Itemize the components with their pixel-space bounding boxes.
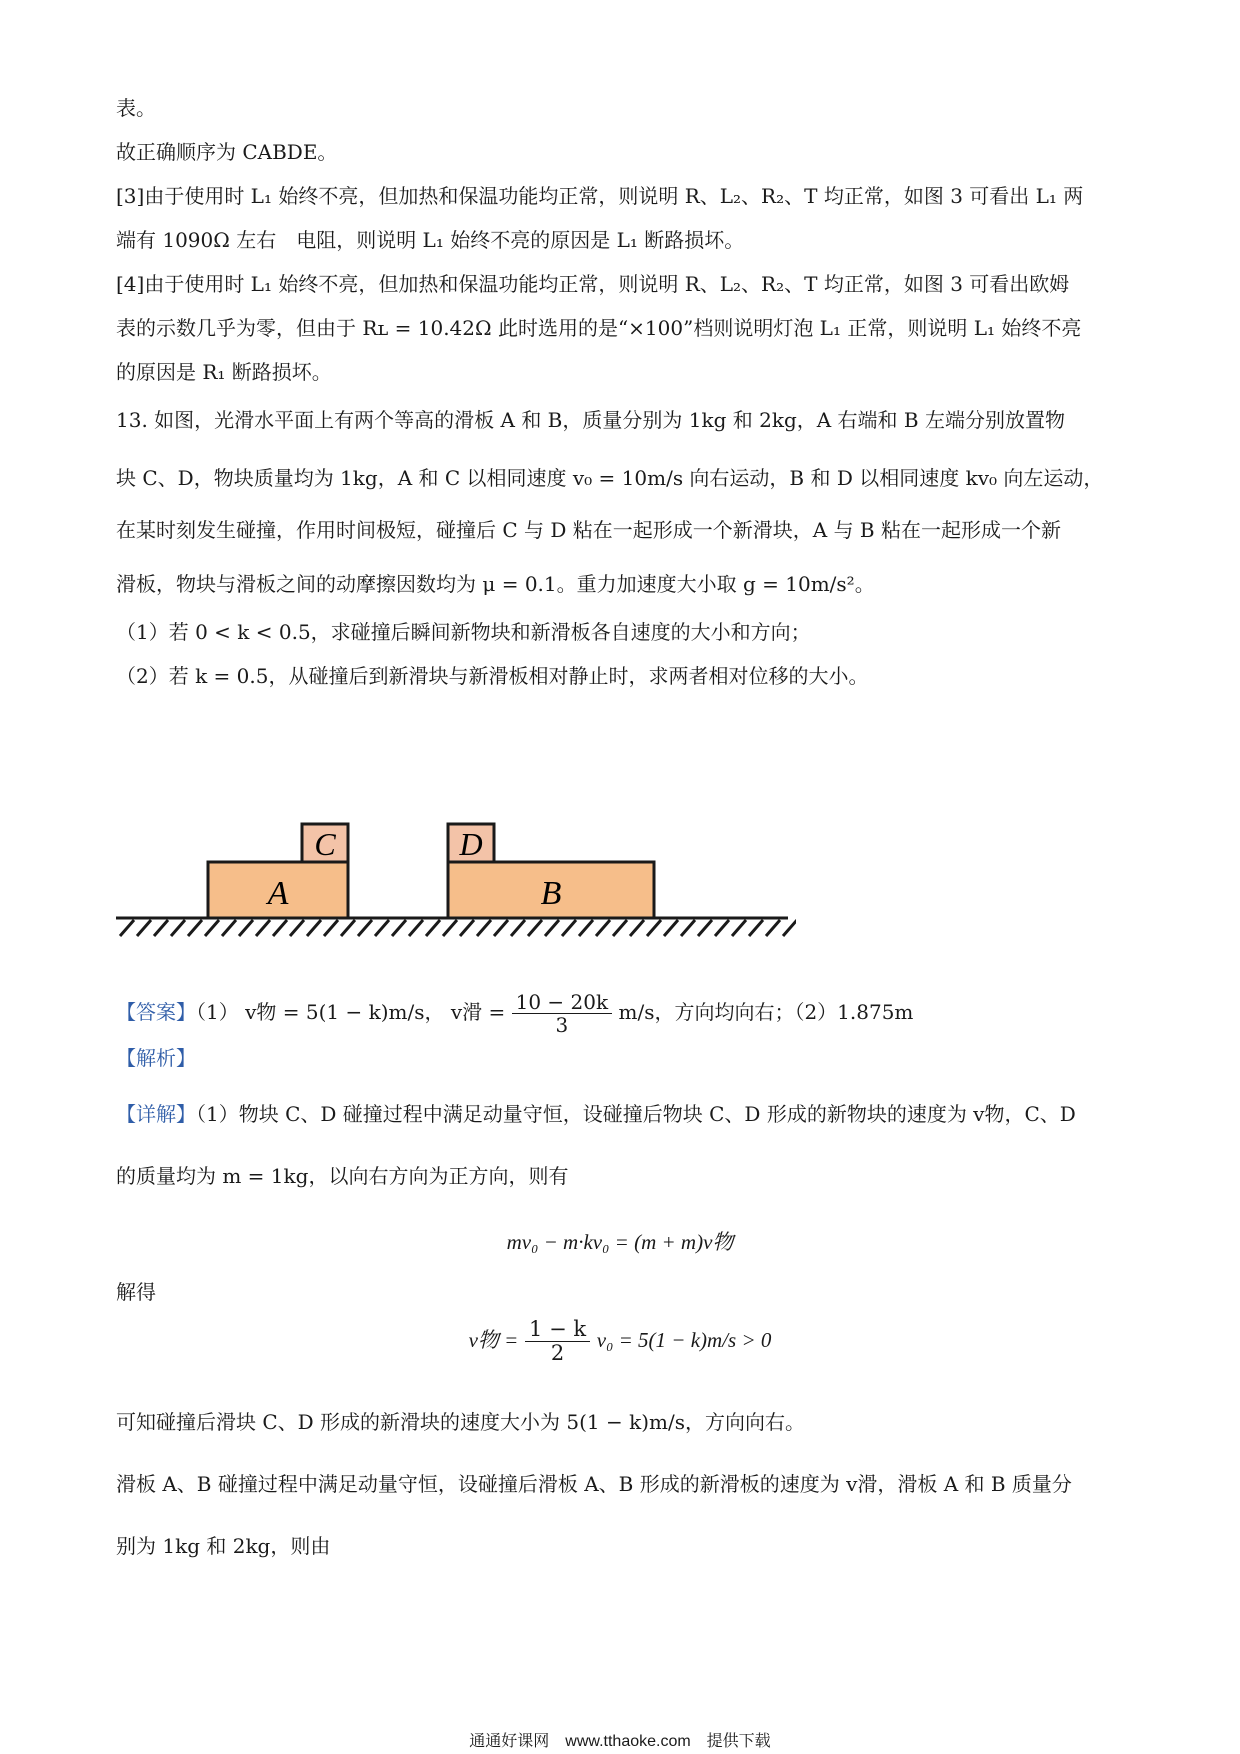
answer-fraction-den: 3 — [555, 1013, 569, 1037]
ground-hatch — [307, 920, 321, 936]
question-part-1: （1）若 0 < k < 0.5，求碰撞后瞬间新物块和新滑板各自速度的大小和方向； — [116, 620, 811, 644]
eq2-prefix: v物 = — [468, 1328, 519, 1353]
question-line-2: 块 C、D，物块质量均为 1kg，A 和 C 以相同速度 v₀ = 10m/s 向右运动，B 和 D 以相同速度 kv₀ 向左运动， — [116, 466, 1104, 490]
eq2-fraction — [525, 1318, 590, 1365]
question-line-3: 在某时刻发生碰撞，作用时间极短，碰撞后 C 与 D 粘在一起形成一个新滑块，A 与 B 粘在一起形成一个新 — [116, 518, 1061, 542]
ground-hatch — [681, 920, 695, 936]
ground-hatch — [273, 920, 287, 936]
detail-text-1: （1）物块 C、D 碰撞过程中满足动量守恒，设碰撞后物块 C、D 形成的新物块的速度为 v物，C、D — [196, 1102, 1076, 1126]
ground-hatch — [664, 920, 678, 936]
line-1: 表。 — [116, 96, 156, 120]
ground-hatch — [528, 920, 542, 936]
ground-hatch — [375, 920, 389, 936]
ground-hatch — [120, 920, 134, 936]
detail-line-5: 别为 1kg 和 2kg，则由 — [116, 1534, 331, 1558]
ground-hatch — [222, 920, 236, 936]
eq2-fraction-den: 2 — [550, 1341, 565, 1366]
ground-hatch — [137, 920, 151, 936]
ground-hatch — [613, 920, 627, 936]
ground-hatch — [494, 920, 508, 936]
label-d: D — [459, 826, 483, 862]
detail-line-2: 的质量均为 m = 1kg，以向右方向为正方向，则有 — [116, 1164, 569, 1188]
collision-figure — [116, 816, 796, 946]
answer-line — [116, 984, 913, 1040]
answer-v-wu: v物 = 5(1 − k)m/s， — [245, 1000, 445, 1024]
ground-hatch — [205, 920, 219, 936]
ground-hatch — [460, 920, 474, 936]
ground-hatch — [766, 920, 780, 936]
ground-hatch — [579, 920, 593, 936]
ground-hatch — [256, 920, 270, 936]
detail-line-1 — [116, 1100, 1076, 1128]
line-7: 的原因是 R₁ 断路损坏。 — [116, 360, 332, 384]
answer-fraction — [512, 991, 613, 1036]
question-part-2: （2）若 k = 0.5，从碰撞后到新滑块与新滑板相对静止时，求两者相对位移的大小。 — [116, 664, 869, 688]
line-3: [3]由于使用时 L₁ 始终不亮，但加热和保温功能均正常，则说明 R、L₂、R₂、T 均正常，如图 3 可看出 L₁ 两 — [116, 184, 1084, 208]
ground-hatch — [630, 920, 644, 936]
equation-1: mv₀ − m·kv₀ = (m + m)v物 — [506, 1230, 734, 1254]
detail-tag: 【详解】 — [116, 1102, 196, 1126]
ground-hatch — [545, 920, 559, 936]
ground-hatch — [732, 920, 746, 936]
label-c: C — [314, 826, 336, 862]
eq2-suffix: v₀ = 5(1 − k)m/s > 0 — [596, 1328, 772, 1353]
ground-hatch — [426, 920, 440, 936]
label-a: A — [267, 875, 289, 912]
ground-hatch — [239, 920, 253, 936]
line-5: [4]由于使用时 L₁ 始终不亮，但加热和保温功能均正常，则说明 R、L₂、R₂、T 均正常，如图 3 可看出欧姆 — [116, 272, 1070, 296]
line-4: 端有 1090Ω 左右 电阻，则说明 L₁ 始终不亮的原因是 L₁ 断路损坏。 — [116, 228, 745, 252]
detail-line-3: 可知碰撞后滑块 C、D 形成的新滑块的速度大小为 5(1 − k)m/s，方向向右。 — [116, 1410, 806, 1434]
ground-hatch — [715, 920, 729, 936]
ground-hatch — [358, 920, 372, 936]
ground-hatch — [290, 920, 304, 936]
ground-hatch — [392, 920, 406, 936]
line-6: 表的示数几乎为零，但由于 Rʟ = 10.42Ω 此时选用的是“×100”档则说明灯泡 L₁ 正常，则说明 L₁ 始终不亮 — [116, 316, 1082, 340]
detail-line-4: 滑板 A、B 碰撞过程中满足动量守恒，设碰撞后滑板 A、B 形成的新滑板的速度为 v滑，滑板 A 和 B 质量分 — [116, 1472, 1072, 1496]
ground-hatch — [698, 920, 712, 936]
ground-hatch — [562, 920, 576, 936]
ground-hatch — [171, 920, 185, 936]
eq2-fraction-num: 1 − k — [525, 1318, 590, 1342]
ground-hatch — [341, 920, 355, 936]
ground-hatch — [188, 920, 202, 936]
ground-hatch — [511, 920, 525, 936]
ground-hatch — [443, 920, 457, 936]
ground-hatch — [154, 920, 168, 936]
footer-watermark: 通通好课网 www.tthaoke.com 提供下载 — [469, 1733, 771, 1750]
equation-2 — [0, 1318, 1240, 1365]
answer-part1: （1） — [196, 1000, 239, 1024]
answer-v-hua-unit: m/s，方向均向右；（2）1.875m — [618, 1000, 914, 1024]
ground-hatch — [409, 920, 423, 936]
question-line-4: 滑板，物块与滑板之间的动摩擦因数均为 μ = 0.1。重力加速度大小取 g = 10m/s²。 — [116, 572, 875, 596]
ground-hatch — [749, 920, 763, 936]
analysis-tag: 【解析】 — [116, 1046, 196, 1070]
solve-label: 解得 — [116, 1280, 156, 1304]
answer-v-hua-prefix: v滑 = — [450, 1000, 506, 1024]
ground-hatch — [477, 920, 491, 936]
label-b: B — [540, 875, 562, 912]
ground — [116, 918, 796, 936]
question-line-1: 13. 如图，光滑水平面上有两个等高的滑板 A 和 B，质量分别为 1kg 和 2kg，A 右端和 B 左端分别放置物 — [116, 408, 1065, 432]
ground-hatch — [783, 920, 796, 936]
line-2: 故正确顺序为 CABDE。 — [116, 140, 338, 164]
ground-hatch — [324, 920, 338, 936]
ground-hatch — [647, 920, 661, 936]
answer-fraction-num: 10 − 20k — [512, 991, 613, 1014]
answer-tag: 【答案】 — [116, 1000, 196, 1024]
ground-hatch — [596, 920, 610, 936]
